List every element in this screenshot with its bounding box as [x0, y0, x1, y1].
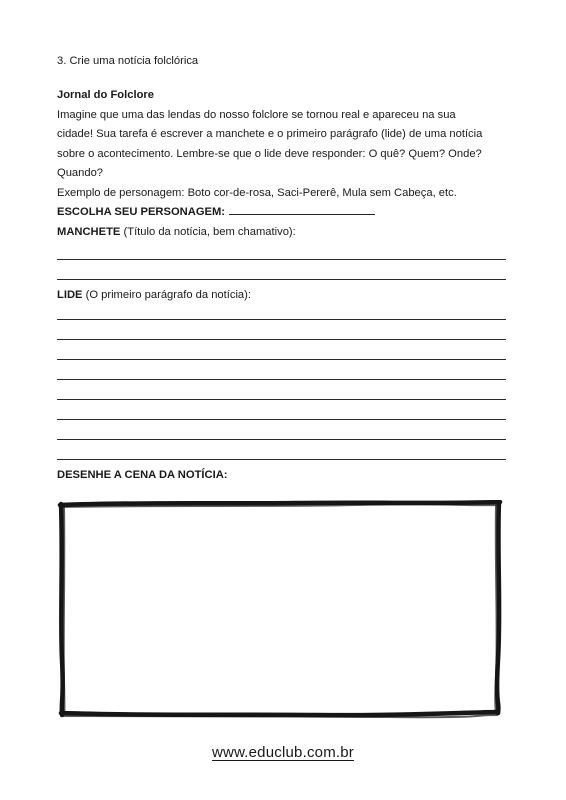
character-label: ESCOLHA SEU PERSONAGEM:	[57, 206, 226, 218]
headline-hint: (Título da notícia, bem chamativo):	[120, 225, 296, 238]
task-title: 3. Crie uma notícia folclórica	[57, 55, 199, 67]
examples-line: Exemplo de personagem: Boto cor-de-rosa, Saci-Pererê, Mula sem Cabeça, etc.	[57, 186, 457, 199]
paragraph-line: Imagine que uma das lendas do nosso folclore se tornou real e apareceu na sua	[57, 108, 456, 121]
lead-answer-line[interactable]	[57, 359, 506, 360]
lead-label: LIDE	[57, 289, 83, 301]
drawing-area[interactable]	[57, 500, 503, 720]
headline-answer-line[interactable]	[57, 279, 506, 280]
lead-answer-line[interactable]	[57, 439, 506, 440]
lead-answer-line[interactable]	[57, 379, 506, 380]
lead-answer-line[interactable]	[57, 399, 506, 400]
character-prompt	[57, 203, 512, 223]
headline-label: MANCHETE	[57, 225, 121, 238]
footer	[0, 744, 566, 761]
lead-hint: (O primeiro parágrafo da notícia):	[82, 289, 251, 301]
lead-answer-line[interactable]	[57, 319, 506, 320]
paragraph-line: cidade! Sua tarefa é escrever a manchete e o primeiro parágrafo (lide) de uma notícia	[57, 128, 483, 140]
character-blank[interactable]	[229, 204, 375, 215]
paragraph-line: Quando?	[57, 167, 104, 179]
intro-block	[57, 86, 512, 242]
headline-answer-line[interactable]	[57, 259, 506, 260]
headline-prompt	[57, 223, 512, 243]
drawing-label: DESENHE A CENA DA NOTÍCIA:	[57, 469, 228, 481]
lead-prompt	[57, 289, 251, 301]
paragraph-line: sobre o acontecimento. Lembre-se que o lide deve responder: O quê? Quem? Onde?	[57, 147, 482, 160]
footer-url[interactable]: www.educlub.com.br	[212, 744, 354, 761]
section-heading: Jornal do Folclore	[57, 89, 154, 101]
lead-answer-line[interactable]	[57, 419, 506, 420]
lead-answer-line[interactable]	[57, 459, 506, 460]
lead-answer-line[interactable]	[57, 339, 506, 340]
